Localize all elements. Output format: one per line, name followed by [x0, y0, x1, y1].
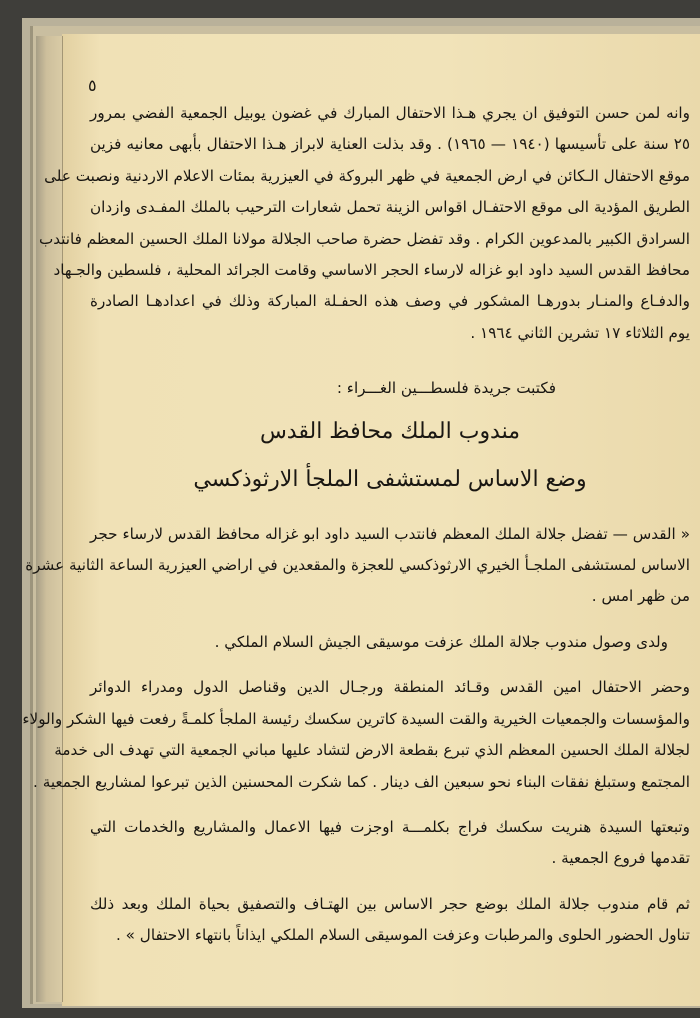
- page-content: [22, 76, 691, 952]
- article-paragraph: [25, 519, 690, 613]
- text-line: المجتمع وستبلغ نفقات البناء نحو سبعين الف دينار . كما شكرت المحسنين الذين تبرعوا لمشاريع الجمعية .: [33, 772, 690, 791]
- paragraph-intro-history: [38, 98, 691, 349]
- page-number: ٥: [88, 76, 97, 95]
- text-line: تناول الحضور الحلوى والمرطبات وعزفت الموسيقى السلام الملكي ايذاناً بانتهاء الاحتفال » .: [116, 926, 690, 945]
- text-line: يوم الثلاثاء ١٧ تشرين الثاني ١٩٦٤ .: [470, 323, 690, 342]
- newspaper-intro: فكتبت جريدة فلسطـــين الغـــراء :: [336, 379, 556, 398]
- article-paragraph: [90, 627, 690, 658]
- text-line: الاساس لمستشفى الملجـأ الخيري الارثوذكسي للعجزة والمقعدين في اراضي العيزرية الساعة الثانية عشرة: [25, 556, 690, 575]
- article-headline: مندوب الملك محافظ القدس: [259, 418, 521, 444]
- text-line: وانه لمن حسن التوفيق ان يجري هـذا الاحتفال المبارك في غضون يوبيل الجمعية الفضي بمرور: [90, 104, 690, 122]
- text-line: محافظ القدس السيد داود ابو غزاله لارساء الحجر الاساسي وقامت الجرائد المحلية ، فلسطين والجـهاد: [53, 261, 690, 280]
- text-line: الطريق المؤدية الى موقع الاحتفـال اقواس الزينة تحمل شعارات الترحيب بالملك المفـدى وازدان: [90, 198, 690, 217]
- article-paragraph: [90, 812, 690, 875]
- text-line: موقع الاحتفال الـكائن في ارض الجمعية في ظهر البروكة في العيزرية بمئات الاعلام الاردنية ونصبت على: [44, 166, 690, 185]
- text-line: والدفـاع والمنـار بدورهـا المشكور في وصف هذه الحفـلة المباركة وذلك في اعدادهـا الصادرة: [90, 292, 690, 311]
- text-line: تقدمها فروع الجمعية .: [551, 849, 690, 868]
- text-line: ٢٥ سنة على تأسيسها (١٩٤٠ — ١٩٦٥) . وقد بذلت العناية لابراز هـذا الاحتفال بأبهى معانيه فزين: [90, 135, 691, 154]
- text-line: ثم قام مندوب جلالة الملك بوضع حجر الاساس بين الهتـاف والتصفيق بحياة الملك وبعد ذلك: [90, 894, 690, 913]
- article-paragraph: [90, 889, 690, 952]
- article-paragraph: [22, 672, 690, 798]
- text-line: السرادق الكبير بالمدعوين الكرام . وقد تفضل حضرة صاحب الجلالة مولانا الملك الحسين المعظم فانتدب: [38, 229, 690, 248]
- text-line: من ظهر امس .: [591, 587, 690, 606]
- text-line: والمؤسسات والجمعيات الخيرية والقت السيدة كاترين سكسك رئيسة الملجأ كلمـةً رفعت فيها الشكر والولاء: [22, 709, 690, 728]
- text-line: لجلالة الملك الحسين المعظم الذي تبرع بقطعة الارض لتشاد عليها مباني الجمعية التي تهدف الى خدمة: [54, 741, 690, 760]
- text-line: وحضر الاحتفال امين القدس وقـائد المنطقة ورجـال الدين وقناصل الدول ومدراء الدوائر: [90, 678, 690, 697]
- text-line: « القدس — تفضل جلالة الملك المعظم فانتدب السيد داود ابو غزاله محافظ القدس لارساء حجر: [90, 524, 690, 543]
- text-line: ولدى وصول مندوب جلالة الملك عزفت موسيقى الجيش السلام الملكي .: [214, 632, 668, 651]
- article-subheadline: وضع الاساس لمستشفى الملجأ الارثوذكسي: [193, 466, 587, 492]
- text-line: وتبعتها السيدة هنريت سكسك فراج بكلمـــة اوجزت فيها الاعمال والمشاريع والخدمات التي: [90, 817, 690, 836]
